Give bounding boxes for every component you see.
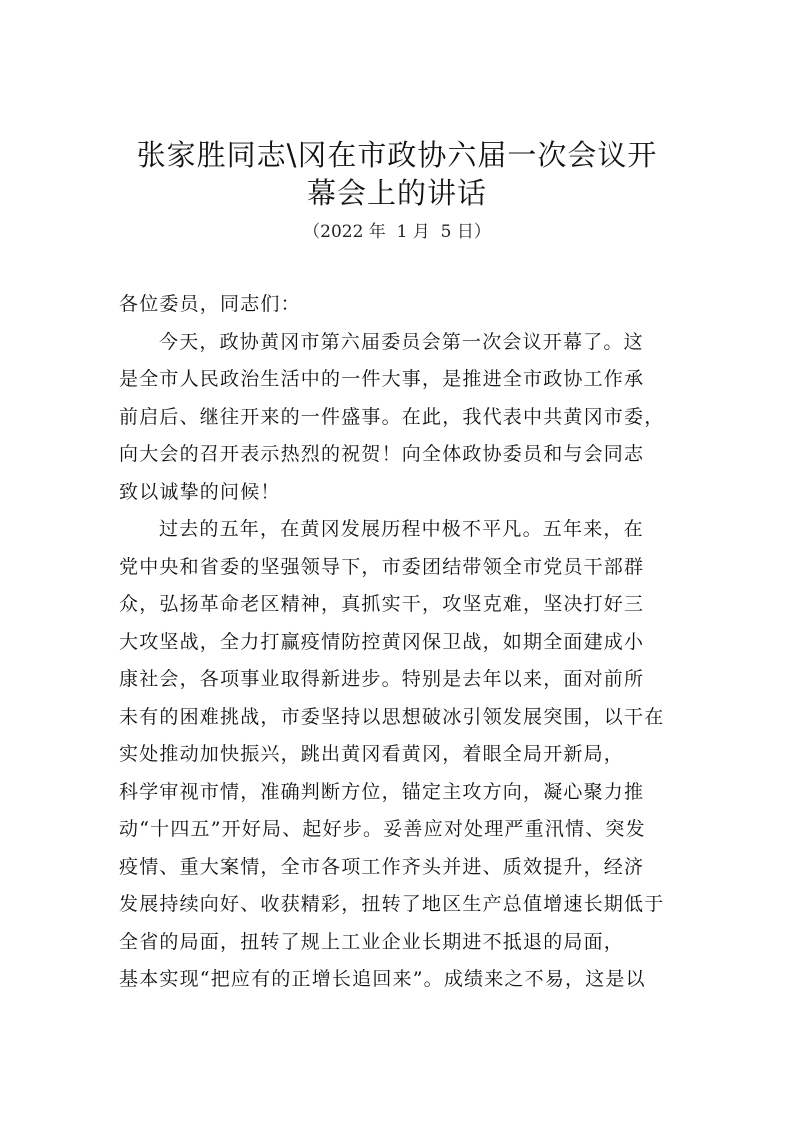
salutation: 各位委员，同志们： — [119, 293, 301, 315]
document-title-line-2: 幕会上的讲话 — [306, 176, 487, 210]
paragraph-2-line-12: 全省的局面，扭转了规上工业企业长期进不抵退的局面， — [119, 930, 625, 953]
paragraph-2-line-10: 疫情、重大案情，全市各项工作齐头并进、质效提升，经济 — [119, 855, 645, 878]
speech-date: （2022 年 1 月 5 日） — [303, 222, 491, 242]
paragraph-2-line-4: 大攻坚战，全力打赢疫情防控黄冈保卫战，如期全面建成小 — [119, 630, 645, 653]
paragraph-2-line-2: 党中央和省委的坚强领导下，市委团结带领全市党员干部群 — [119, 555, 645, 578]
document-title-line-1: 张家胜同志\冈在市政协六届一次会议开 — [136, 138, 658, 172]
paragraph-1-line-1: 今天，政协黄冈市第六届委员会第一次会议开幕了。这 — [159, 330, 644, 353]
paragraph-1-line-4: 向大会的召开表示热烈的祝贺！向全体政协委员和与会同志 — [119, 443, 645, 465]
paragraph-2-line-6: 未有的困难挑战，市委坚持以思想破冰引领发展突围，以干在 — [119, 705, 665, 728]
paragraph-1-line-2: 是全市人民政治生活中的一件大事，是推进全市政协工作承 — [119, 368, 645, 390]
paragraph-2-line-11: 发展持续向好、收获精彩，扭转了地区生产总值增速长期低于 — [119, 893, 665, 915]
paragraph-2-line-13: 基本实现“把应有的正增长追回来”。成绩来之不易，这是以 — [119, 968, 646, 990]
speech-body — [119, 286, 679, 999]
paragraph-2-line-7: 实处推动加快振兴，跳出黄冈看黄冈，着眼全局开新局， — [119, 743, 625, 765]
title-block — [0, 136, 794, 244]
paragraph-2-line-9: 动“十四五”开好局、起好步。妥善应对处理严重汛情、突发 — [119, 818, 646, 840]
paragraph-2-line-8: 科学审视市情，准确判断方位，锚定主攻方向，凝心聚力推 — [119, 780, 645, 803]
paragraph-1-line-5: 致以诚挚的问候！ — [119, 480, 281, 503]
paragraph-1-line-3: 前启后、继往开来的一件盛事。在此，我代表中共黄冈市委， — [119, 405, 665, 428]
paragraph-2-line-1: 过去的五年，在黄冈发展历程中极不平凡。五年来，在 — [159, 518, 644, 540]
paragraph-2-line-5: 康社会，各项事业取得新进步。特别是去年以来，面对前所 — [119, 668, 645, 690]
paragraph-2-line-3: 众，弘扬革命老区精神，真抓实干，攻坚克难，坚决打好三 — [119, 593, 645, 615]
